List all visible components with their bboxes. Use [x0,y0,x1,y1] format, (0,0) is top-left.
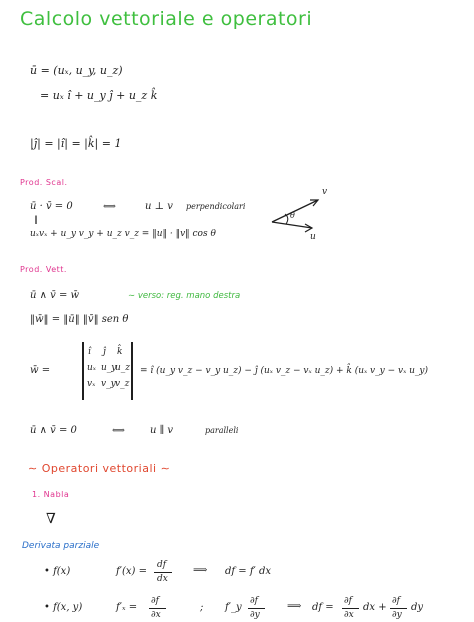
cross-result: u ∥ v [150,425,174,436]
section-vector-product: Prod. Vett. [20,265,67,274]
nabla-heading: 1. Nabla [32,490,70,499]
dot-sub-mark: ‖ [34,215,38,224]
cross-parallel-note: paralleli [205,426,239,435]
f2-term1-num: ∂f [344,596,352,606]
det-cell: u_z [115,363,131,373]
cross-product-zero: ū ∧ v̄ = 0 [30,425,77,436]
dot-product-expansion: uₓvₓ + u_y v_y + u_z v_z = ‖u‖ · ‖v‖ cos θ [30,229,216,239]
vector-v-line [272,200,318,222]
dot-result: u ⊥ v [145,201,173,212]
vector-definition: ū = (uₓ, u_y, u_z) [30,64,123,77]
det-cell: ĵ [103,347,106,357]
f2-term2-den: ∂y [392,610,402,620]
f2-implies: ⟹ [287,601,302,612]
f2-fy-num: ∂f [250,596,258,606]
det-cell: vₓ [87,379,96,389]
cross-product-definition: ū ∧ v̄ = w̄ [30,290,80,301]
det-cell: v_y [101,379,116,389]
f2-function: • f(x, y) [44,602,83,613]
angle-theta-label: θ [290,211,295,220]
det-cell: v_z [115,379,130,389]
determinant-lhs: w̄ = [30,365,51,376]
page-title: Calcolo vettoriale e operatori [20,8,313,30]
f2-fx-den: ∂x [151,610,161,620]
f1-frac-num: df [157,560,167,570]
det-cell: u_y [101,363,117,373]
f2-fy-den: ∂y [250,610,260,620]
section-operators: ∼ Operatori vettoriali ∼ [28,462,171,475]
determinant-left-bar [82,342,84,400]
f2-term2-num: ∂f [392,596,400,606]
partial-derivative-heading: Derivata parziale [22,541,100,551]
f2-differential: df = [312,602,334,613]
f1-function: • f(x) [44,566,71,577]
f2-term1-bar [342,608,359,609]
f2-term2-dy: dy [411,602,424,613]
f1-frac-den: dx [157,574,168,584]
f2-fy-bar [248,608,265,609]
section-scalar-product: Prod. Scal. [20,178,68,187]
cross-direction-note: ∼ verso: reg. mano destra [128,291,241,301]
f2-fx-num: ∂f [151,596,159,606]
det-cell: uₓ [87,363,96,373]
f1-differential: df = f′ dx [225,566,272,577]
f2-term2-bar [390,608,407,609]
nabla-symbol: ∇ [46,511,56,527]
f2-separator: ; [200,602,204,613]
f1-implies: ⟹ [193,565,208,576]
vector-components: = uₓ î + u_y ĵ + u_z k̂ [40,89,158,102]
f2-term1-dx: dx + [363,602,387,613]
f1-derivative: f′(x) = [116,566,147,577]
vector-v-label: v [322,187,328,197]
cross-product-norm: ‖w̄‖ = ‖ū‖ ‖v̄‖ sen θ [30,314,129,325]
determinant-right-bar [131,342,133,400]
dot-perpendicular-note: perpendicolari [186,202,246,211]
f2-term1-den: ∂x [344,610,354,620]
det-cell: k̂ [117,347,123,357]
dot-iff-symbol: ⟺ [103,202,116,212]
f1-frac-bar [154,572,172,573]
unit-vector-norms: |ĵ| = |î| = |k̂| = 1 [30,137,122,150]
f2-fx-bar [149,608,166,609]
cross-iff-symbol: ⟺ [112,426,125,436]
f2-partial-y: f′_y [225,602,242,613]
vector-u-label: u [310,232,316,242]
det-cell: î [88,347,91,357]
dot-product-zero: ū · v̄ = 0 [30,201,73,212]
f2-partial-x: f′ₓ = [116,602,138,613]
determinant-expansion: = î (u_y v_z − v_y u_z) − ĵ (uₓ v_z − vₓ u_z) + k̂ (uₓ v_y − vₓ u_y) [140,366,429,376]
